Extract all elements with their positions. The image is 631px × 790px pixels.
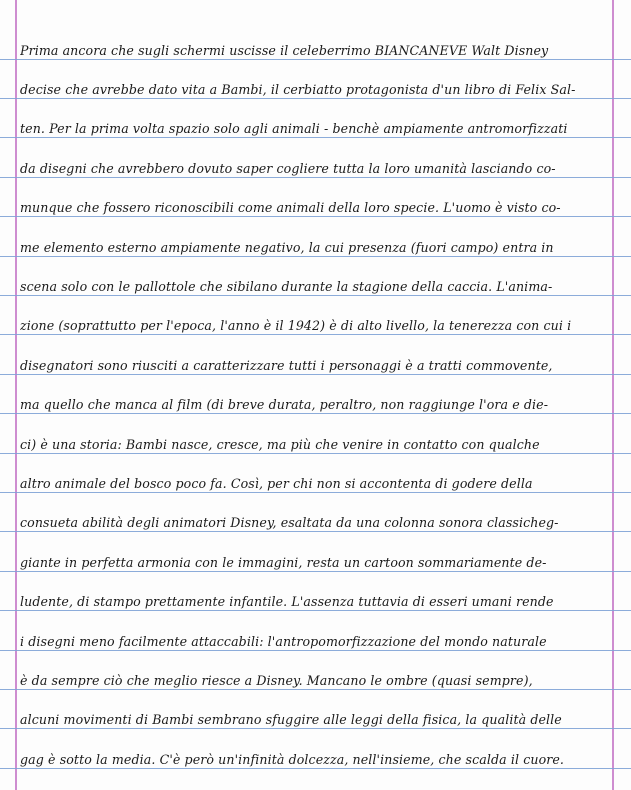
ruled-line [0,216,631,217]
ruled-line [0,374,631,375]
handwritten-line: i disegni meno facilmente attaccabili: l'antropomorfizzazione del mondo naturale [20,634,547,649]
handwritten-line: gag è sotto la media. C'è però un'infinità dolcezza, nell'insieme, che scalda il cuore. [20,752,565,767]
handwritten-line: ten. Per la prima volta spazio solo agli animali - benchè ampiamente antromorfizzati [20,121,568,136]
ruled-line [0,650,631,651]
handwritten-line: alcuni movimenti di Bambi sembrano sfuggire alle leggi della fisica, la qualità delle [20,712,562,727]
ruled-line [0,413,631,414]
handwritten-line: zione (soprattutto per l'epoca, l'anno è il 1942) è di alto livello, la tenerezza con cui i [20,318,572,333]
ruled-line [0,689,631,690]
ruled-line [0,295,631,296]
handwritten-line: consueta abilità degli animatori Disney, esaltata da una colonna sonora classicheg- [20,515,559,530]
ruled-line [0,492,631,493]
handwritten-line: altro animale del bosco poco fa. Così, per chi non si accontenta di godere della [20,476,533,491]
ruled-line [0,453,631,454]
handwritten-line: da disegni che avrebbero dovuto saper cogliere tutta la loro umanità lasciando co- [20,161,556,176]
handwritten-line: decise che avrebbe dato vita a Bambi, il cerbiatto protagonista d'un libro di Felix Sal- [20,82,576,97]
handwritten-line: Prima ancora che sugli schermi uscisse il celeberrimo BIANCANEVE Walt Disney [20,43,549,58]
handwritten-line: ma quello che manca al film (di breve durata, peraltro, non raggiunge l'ora e die- [20,397,549,412]
ruled-line [0,571,631,572]
ruled-line [0,137,631,138]
handwritten-line: munque che fossero riconoscibili come animali della loro specie. L'uomo è visto co- [20,200,561,215]
ruled-line [0,531,631,532]
handwritten-line: me elemento esterno ampiamente negativo, la cui presenza (fuori campo) entra in [20,240,554,255]
handwritten-line: scena solo con le pallottole che sibilano durante la stagione della caccia. L'anima- [20,279,553,294]
ruled-line [0,59,631,60]
ruled-line [0,177,631,178]
ruled-line [0,256,631,257]
handwritten-line: ludente, di stampo prettamente infantile. L'assenza tuttavia di esseri umani rende [20,594,554,609]
right-margin-line [612,0,614,790]
handwritten-line: giante in perfetta armonia con le immagini, resta un cartoon sommariamente de- [20,555,547,570]
ruled-line [0,768,631,769]
ruled-line [0,98,631,99]
ruled-line [0,728,631,729]
ruled-line [0,610,631,611]
left-margin-line [15,0,17,790]
ruled-line [0,334,631,335]
handwritten-line: disegnatori sono riusciti a caratterizzare tutti i personaggi è a tratti commovente, [20,358,553,373]
handwritten-line: è da sempre ciò che meglio riesce a Disney. Mancano le ombre (quasi sempre), [20,673,533,688]
handwritten-line: ci) è una storia: Bambi nasce, cresce, ma più che venire in contatto con qualche [20,437,540,452]
